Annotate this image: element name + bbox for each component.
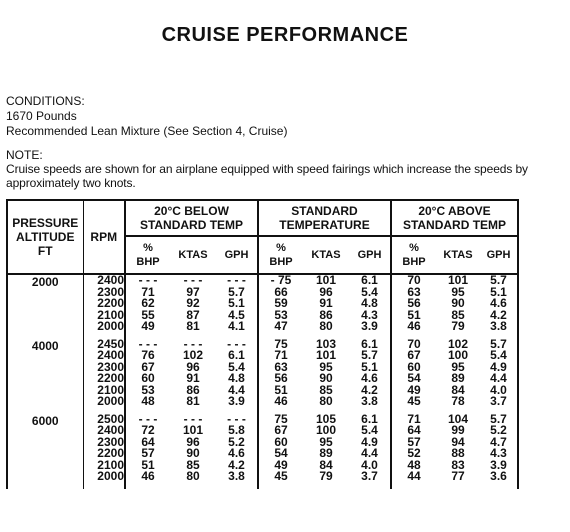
bhp-value: 44 <box>407 469 421 483</box>
rpm-cell <box>83 411 125 489</box>
ktas-value: 77 <box>451 469 465 483</box>
standard-bhp-cell <box>258 336 303 414</box>
gph-value: 6.1 <box>361 273 378 287</box>
bhp-value: 56 <box>274 371 288 385</box>
ktas-value: 79 <box>451 319 465 333</box>
ktas-value: 105 <box>315 411 337 426</box>
note-text: Cruise speeds are shown for an airplane equipped with speed fairings which increase the speeds by approximately two knots. <box>6 162 528 190</box>
bhp-value: - 75 <box>270 273 292 287</box>
below-ktas-cell <box>170 336 216 414</box>
below-gph-cell <box>216 411 258 489</box>
gph-value: 5.4 <box>490 348 507 362</box>
ktas-value: 90 <box>319 371 333 385</box>
above-bhp-cell <box>391 411 436 489</box>
ktas-value: 83 <box>451 457 465 472</box>
gph-value: - - - <box>227 336 246 351</box>
bhp-value: 71 <box>407 411 421 426</box>
bhp-value: 57 <box>407 434 421 449</box>
bhp-value: 55 <box>141 307 155 322</box>
gph-value: 4.2 <box>361 382 378 397</box>
bhp-value: 72 <box>141 423 155 437</box>
ktas-value: 87 <box>186 307 200 322</box>
rpm-value: 2100 <box>97 382 124 397</box>
rpm-header: RPM <box>83 200 125 274</box>
note-block <box>6 148 568 190</box>
ktas-value: 100 <box>447 348 469 362</box>
gph-value: 5.4 <box>361 423 378 437</box>
below-bhp-cell <box>125 411 170 489</box>
ktas-header: KTAS <box>170 236 216 274</box>
gph-value: 5.8 <box>228 423 245 437</box>
below-gph-cell <box>216 274 258 339</box>
ktas-header: KTAS <box>436 236 480 274</box>
rpm-value: 2500 <box>97 411 124 426</box>
bhp-header: % BHP <box>258 236 303 274</box>
ktas-value: 100 <box>315 423 337 437</box>
below-bhp-cell <box>125 274 170 339</box>
gph-header: GPH <box>349 236 391 274</box>
gph-value: 5.1 <box>228 296 245 310</box>
gph-value: 3.9 <box>228 394 245 408</box>
gph-value: 3.7 <box>490 394 507 408</box>
standard-bhp-cell <box>258 274 303 339</box>
gph-header: GPH <box>480 236 518 274</box>
bhp-value: 59 <box>274 296 288 310</box>
ktas-value: 95 <box>451 359 465 374</box>
bhp-value: 49 <box>407 382 421 397</box>
ktas-value: - - - <box>183 273 203 287</box>
gph-value: 5.7 <box>490 273 507 287</box>
gph-value: 3.9 <box>361 319 378 333</box>
above-ktas-cell <box>436 336 480 414</box>
rpm-cell <box>83 336 125 414</box>
gph-value: 4.7 <box>490 434 507 449</box>
gph-value: 5.7 <box>361 348 378 362</box>
group-header-standard: STANDARD TEMPERATURE <box>258 200 391 236</box>
gph-value: 4.2 <box>490 307 507 322</box>
bhp-value: 53 <box>274 307 288 322</box>
gph-value: 3.8 <box>361 394 378 408</box>
gph-value: 5.7 <box>228 284 245 299</box>
ktas-value: 96 <box>319 284 333 299</box>
ktas-value: 102 <box>447 336 469 351</box>
rpm-value: 2100 <box>97 307 124 322</box>
gph-value: - - - <box>227 273 246 287</box>
rpm-value: 2000 <box>97 394 124 408</box>
bhp-value: 75 <box>274 411 288 426</box>
bhp-value: - - - <box>138 273 158 287</box>
ktas-value: 90 <box>451 296 465 310</box>
bhp-value: 56 <box>407 296 421 310</box>
above-gph-cell <box>480 411 518 489</box>
below-bhp-cell <box>125 336 170 414</box>
altitude-group-row <box>7 274 518 339</box>
table-body <box>7 274 518 489</box>
ktas-value: 80 <box>319 319 333 333</box>
gph-value: 3.9 <box>490 457 507 472</box>
bhp-value: - - - <box>138 336 158 351</box>
ktas-value: 92 <box>186 296 200 310</box>
gph-value: 4.1 <box>228 319 245 333</box>
gph-value: 4.0 <box>490 382 507 397</box>
ktas-value: 95 <box>451 284 465 299</box>
bhp-value: 48 <box>141 394 155 408</box>
bhp-value: 48 <box>407 457 421 472</box>
ktas-value: 101 <box>447 273 469 287</box>
ktas-value: 96 <box>186 359 200 374</box>
bhp-value: 67 <box>274 423 288 437</box>
standard-ktas-cell <box>303 274 349 339</box>
standard-gph-cell <box>349 274 391 339</box>
rpm-value: 2450 <box>97 336 124 351</box>
bhp-value: 54 <box>274 446 288 460</box>
gph-value: 5.4 <box>228 359 245 374</box>
note-heading: NOTE: <box>6 148 43 162</box>
ktas-value: 97 <box>186 284 200 299</box>
gph-value: 4.3 <box>490 446 507 460</box>
bhp-value: 71 <box>274 348 288 362</box>
bhp-value: 46 <box>407 319 421 333</box>
above-ktas-cell <box>436 274 480 339</box>
ktas-value: 86 <box>319 307 333 322</box>
gph-value: 5.7 <box>490 411 507 426</box>
cruise-performance-table <box>6 199 519 489</box>
ktas-value: 101 <box>315 348 337 362</box>
gph-value: 4.9 <box>361 434 378 449</box>
ktas-value: 85 <box>319 382 333 397</box>
gph-value: 5.7 <box>490 336 507 351</box>
gph-value: 5.2 <box>490 423 507 437</box>
ktas-value: 101 <box>182 423 204 437</box>
gph-value: 3.7 <box>361 469 378 483</box>
gph-value: 5.4 <box>361 284 378 299</box>
bhp-value: 49 <box>141 319 155 333</box>
ktas-value: 94 <box>451 434 465 449</box>
altitude-cell: 6000 <box>7 414 83 489</box>
bhp-value: 57 <box>141 446 155 460</box>
ktas-value: 78 <box>451 394 465 408</box>
bhp-value: 75 <box>274 336 288 351</box>
standard-gph-cell <box>349 411 391 489</box>
ktas-value: 103 <box>315 336 337 351</box>
gph-value: 4.2 <box>228 457 245 472</box>
page-title: CRUISE PERFORMANCE <box>161 24 409 46</box>
above-bhp-cell <box>391 274 436 339</box>
bhp-value: 60 <box>407 359 421 374</box>
bhp-value: 70 <box>407 336 421 351</box>
conditions-block <box>6 94 287 139</box>
bhp-value: 52 <box>407 446 421 460</box>
rpm-value: 2400 <box>97 348 124 362</box>
bhp-value: 67 <box>407 348 421 362</box>
ktas-value: 96 <box>186 434 200 449</box>
gph-value: 4.8 <box>361 296 378 310</box>
bhp-value: 46 <box>141 469 155 483</box>
ktas-value: 89 <box>451 371 465 385</box>
gph-value: 4.0 <box>361 457 378 472</box>
bhp-value: 51 <box>407 307 421 322</box>
standard-ktas-cell <box>303 336 349 414</box>
ktas-value: 79 <box>319 469 333 483</box>
ktas-value: 90 <box>186 446 200 460</box>
gph-value: 5.2 <box>228 434 245 449</box>
ktas-value: 102 <box>182 348 204 362</box>
altitude-cell: 2000 <box>7 274 83 339</box>
bhp-value: 70 <box>407 273 421 287</box>
rpm-value: 2300 <box>97 359 124 374</box>
standard-bhp-cell <box>258 411 303 489</box>
rpm-value: 2200 <box>97 446 124 460</box>
ktas-value: 91 <box>186 371 200 385</box>
bhp-value: 53 <box>141 382 155 397</box>
group-header-above: 20°C ABOVE STANDARD TEMP <box>391 200 518 236</box>
rpm-value: 2100 <box>97 457 124 472</box>
rpm-value: 2200 <box>97 296 124 310</box>
ktas-header: KTAS <box>303 236 349 274</box>
bhp-value: 45 <box>407 394 421 408</box>
gph-value: 6.1 <box>361 411 378 426</box>
bhp-value: 71 <box>141 284 155 299</box>
gph-value: 4.4 <box>228 382 245 397</box>
gph-value: 3.8 <box>490 319 507 333</box>
bhp-value: 60 <box>274 434 288 449</box>
gph-value: 4.3 <box>361 307 378 322</box>
ktas-value: 85 <box>451 307 465 322</box>
bhp-value: 49 <box>274 457 288 472</box>
group-header-below: 20°C BELOW STANDARD TEMP <box>125 200 258 236</box>
above-gph-cell <box>480 274 518 339</box>
gph-value: 5.1 <box>361 359 378 374</box>
gph-value: - - - <box>227 411 246 426</box>
standard-gph-cell <box>349 336 391 414</box>
bhp-value: 66 <box>274 284 288 299</box>
gph-value: 4.6 <box>490 296 507 310</box>
bhp-header: % BHP <box>125 236 170 274</box>
gph-header: GPH <box>216 236 258 274</box>
below-ktas-cell <box>170 411 216 489</box>
bhp-value: 60 <box>141 371 155 385</box>
bhp-value: 62 <box>141 296 155 310</box>
ktas-value: 80 <box>319 394 333 408</box>
rpm-value: 2400 <box>97 423 124 437</box>
ktas-value: - - - <box>183 411 203 426</box>
ktas-value: 104 <box>447 411 469 426</box>
altitude-cell: 4000 <box>7 339 83 414</box>
bhp-value: 64 <box>407 423 421 437</box>
bhp-header: % BHP <box>391 236 436 274</box>
gph-value: 3.6 <box>490 469 507 483</box>
bhp-value: 46 <box>274 394 288 408</box>
altitude-group-row <box>7 339 518 414</box>
ktas-value: 95 <box>319 359 333 374</box>
ktas-value: 99 <box>451 423 465 437</box>
bhp-value: 76 <box>141 348 155 362</box>
ktas-value: 91 <box>319 296 333 310</box>
conditions-line: 1670 Pounds <box>6 109 77 123</box>
rpm-value: 2200 <box>97 371 124 385</box>
gph-value: 4.6 <box>228 446 245 460</box>
bhp-value: - - - <box>138 411 158 426</box>
altitude-header: PRESSURE ALTITUDE FT <box>7 200 83 274</box>
bhp-value: 63 <box>407 284 421 299</box>
ktas-value: 80 <box>186 469 200 483</box>
rpm-value: 2400 <box>97 273 124 287</box>
conditions-line: Recommended Lean Mixture (See Section 4, Cruise) <box>6 124 288 138</box>
gph-value: 4.9 <box>490 359 507 374</box>
rpm-value: 2300 <box>97 284 124 299</box>
above-gph-cell <box>480 336 518 414</box>
standard-ktas-cell <box>303 411 349 489</box>
above-ktas-cell <box>436 411 480 489</box>
bhp-value: 64 <box>141 434 155 449</box>
below-ktas-cell <box>170 274 216 339</box>
rpm-cell <box>83 274 125 339</box>
ktas-value: 81 <box>186 394 200 408</box>
ktas-value: - - - <box>183 336 203 351</box>
gph-value: 5.1 <box>490 284 507 299</box>
rpm-value: 2000 <box>97 319 124 333</box>
ktas-value: 101 <box>315 273 337 287</box>
ktas-value: 86 <box>186 382 200 397</box>
ktas-value: 88 <box>451 446 465 460</box>
gph-value: 6.1 <box>228 348 245 362</box>
ktas-value: 81 <box>186 319 200 333</box>
bhp-value: 45 <box>274 469 288 483</box>
bhp-value: 51 <box>274 382 288 397</box>
rpm-value: 2300 <box>97 434 124 449</box>
bhp-value: 47 <box>274 319 288 333</box>
gph-value: 4.8 <box>228 371 245 385</box>
gph-value: 6.1 <box>361 336 378 351</box>
gph-value: 4.4 <box>361 446 378 460</box>
ktas-value: 85 <box>186 457 200 472</box>
below-gph-cell <box>216 336 258 414</box>
gph-value: 3.8 <box>228 469 245 483</box>
bhp-value: 63 <box>274 359 288 374</box>
altitude-group-row <box>7 414 518 489</box>
rpm-value: 2000 <box>97 469 124 483</box>
ktas-value: 84 <box>319 457 333 472</box>
bhp-value: 51 <box>141 457 155 472</box>
conditions-heading: CONDITIONS: <box>6 94 85 108</box>
gph-value: 4.4 <box>490 371 507 385</box>
ktas-value: 89 <box>319 446 333 460</box>
above-bhp-cell <box>391 336 436 414</box>
ktas-value: 95 <box>319 434 333 449</box>
bhp-value: 67 <box>141 359 155 374</box>
ktas-value: 84 <box>451 382 465 397</box>
bhp-value: 54 <box>407 371 421 385</box>
gph-value: 4.6 <box>361 371 378 385</box>
gph-value: 4.5 <box>228 307 245 322</box>
